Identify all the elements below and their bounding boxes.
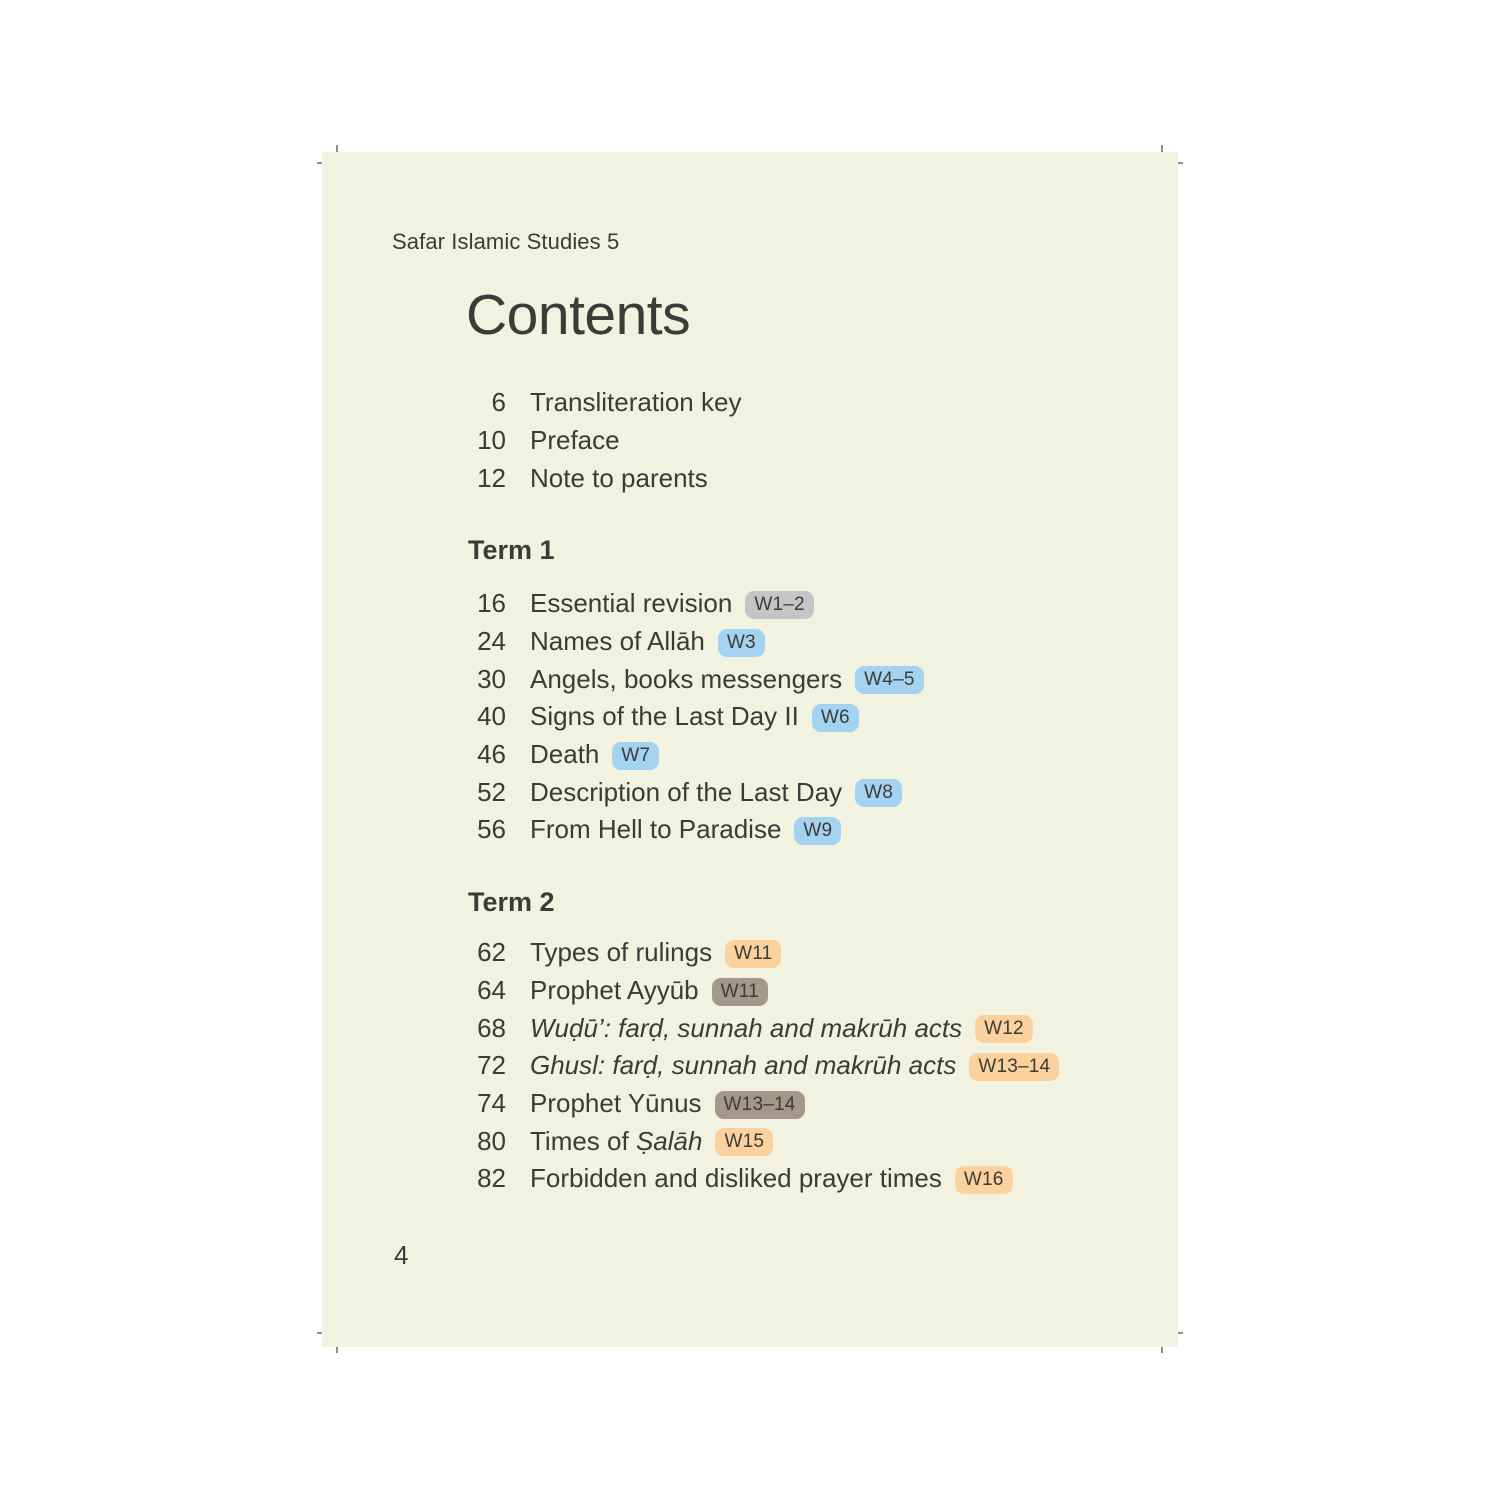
week-badge: W16 (955, 1166, 1013, 1194)
toc-entry-title-text: Description of the Last Day (530, 776, 843, 807)
toc-entry-title-text: Forbidden and disliked prayer times (530, 1163, 942, 1194)
toc-entry (322, 1009, 1178, 1047)
toc-entry-title (530, 814, 841, 845)
toc-entry-page-number: 56 (477, 814, 506, 845)
toc-entry-title (530, 1163, 1013, 1194)
front-matter-list (322, 384, 1178, 497)
toc-entry-title (530, 1088, 805, 1119)
week-badge: W6 (812, 704, 859, 732)
toc-entry-title (530, 425, 620, 456)
page-title: Contents (466, 283, 691, 347)
toc-entry (322, 660, 1178, 698)
toc-entry-title (530, 626, 765, 657)
toc-entry-title (530, 1013, 1033, 1044)
toc-entry-page-number: 80 (477, 1125, 506, 1156)
week-badge: W8 (855, 779, 902, 807)
page-number: 4 (394, 1240, 409, 1270)
toc-entry (322, 585, 1178, 623)
toc-entry-page-number: 46 (477, 739, 506, 770)
toc-entry (322, 934, 1178, 972)
toc-entry-page-number: 12 (477, 462, 506, 493)
week-badge: W13–14 (969, 1053, 1059, 1081)
toc-entry-title-text: From Hell to Paradise (530, 814, 782, 845)
toc-entry-page-number: 6 (491, 387, 506, 418)
toc-entry-title (530, 1050, 1059, 1081)
toc-entry-page-number: 40 (477, 701, 506, 732)
toc-entry (322, 1122, 1178, 1160)
toc-entry-title-text: Ghusl: farḍ, sunnah and makrūh acts (530, 1050, 957, 1081)
toc-entry-page-number: 62 (477, 937, 506, 968)
week-badge: W11 (725, 940, 781, 968)
section-heading-term-2: Term 2 (468, 887, 555, 917)
week-badge: W9 (794, 817, 841, 845)
week-badge: W11 (712, 978, 768, 1006)
toc-entry-page-number: 24 (477, 626, 506, 657)
toc-entry-title-text: Names of Allāh (530, 626, 705, 657)
toc-entry (322, 1085, 1178, 1123)
week-badge: W7 (612, 742, 659, 770)
toc-entry-page-number: 64 (477, 975, 506, 1006)
toc-entry-title (530, 777, 902, 808)
toc-entry-title (530, 975, 768, 1006)
toc-entry (322, 773, 1178, 811)
toc-entry-title-text: Prophet Ayyūb (530, 975, 699, 1006)
toc-entry-title-text: Angels, books messengers (530, 663, 843, 694)
section-heading-term-1: Term 1 (468, 535, 555, 565)
week-badge: W12 (975, 1015, 1033, 1043)
toc-entry (322, 698, 1178, 736)
term-1-entry-list (322, 585, 1178, 849)
toc-entry-page-number: 74 (477, 1088, 506, 1119)
toc-entry (322, 459, 1178, 497)
toc-entry (322, 384, 1178, 422)
toc-entry-title-text: Note to parents (530, 462, 708, 493)
toc-entry-title (530, 739, 659, 770)
book-series-title: Safar Islamic Studies 5 (392, 229, 620, 254)
toc-entry-title-text: Signs of the Last Day II (530, 701, 799, 732)
week-badge: W3 (718, 629, 765, 657)
week-badge: W1–2 (745, 591, 813, 619)
week-badge: W15 (715, 1128, 773, 1156)
toc-entry-title (530, 588, 814, 619)
toc-entry (322, 422, 1178, 460)
toc-entry-title-text: Preface (530, 425, 620, 456)
toc-entry-title-text: Types of rulings (530, 937, 713, 968)
toc-entry (322, 1047, 1178, 1085)
toc-entry-title (530, 387, 741, 418)
toc-entry-title (530, 664, 924, 695)
book-page (322, 152, 1178, 1347)
toc-entry-title-text: Wuḍū’: farḍ, sunnah and makrūh acts (530, 1012, 963, 1043)
toc-entry (322, 1160, 1178, 1198)
toc-entry-title (530, 463, 708, 494)
toc-entry-title-text: Prophet Yūnus (530, 1088, 702, 1119)
toc-entry-page-number: 52 (477, 776, 506, 807)
toc-entry-title-text: Times of (530, 1125, 636, 1156)
toc-entry (322, 811, 1178, 849)
toc-entry-title-text: Transliteration key (530, 387, 742, 418)
week-badge: W13–14 (715, 1091, 805, 1119)
toc-entry-page-number: 72 (477, 1050, 506, 1081)
week-badge: W4–5 (855, 666, 923, 694)
toc-entry (322, 972, 1178, 1010)
term-2-entry-list (322, 934, 1178, 1198)
toc-entry-title-text: Essential revision (530, 588, 733, 619)
toc-entry-title-text: Death (530, 739, 600, 770)
toc-entry-title (530, 1126, 773, 1157)
toc-entry-title (530, 701, 859, 732)
toc-entry-title-text: Ṣalāh (635, 1125, 703, 1156)
toc-entry-page-number: 30 (477, 663, 506, 694)
toc-entry (322, 736, 1178, 774)
toc-entry-page-number: 10 (477, 425, 506, 456)
toc-entry-page-number: 82 (477, 1163, 506, 1194)
toc-entry (322, 623, 1178, 661)
toc-entry-page-number: 16 (477, 588, 506, 619)
toc-entry-title (530, 937, 781, 968)
toc-entry-page-number: 68 (477, 1012, 506, 1043)
